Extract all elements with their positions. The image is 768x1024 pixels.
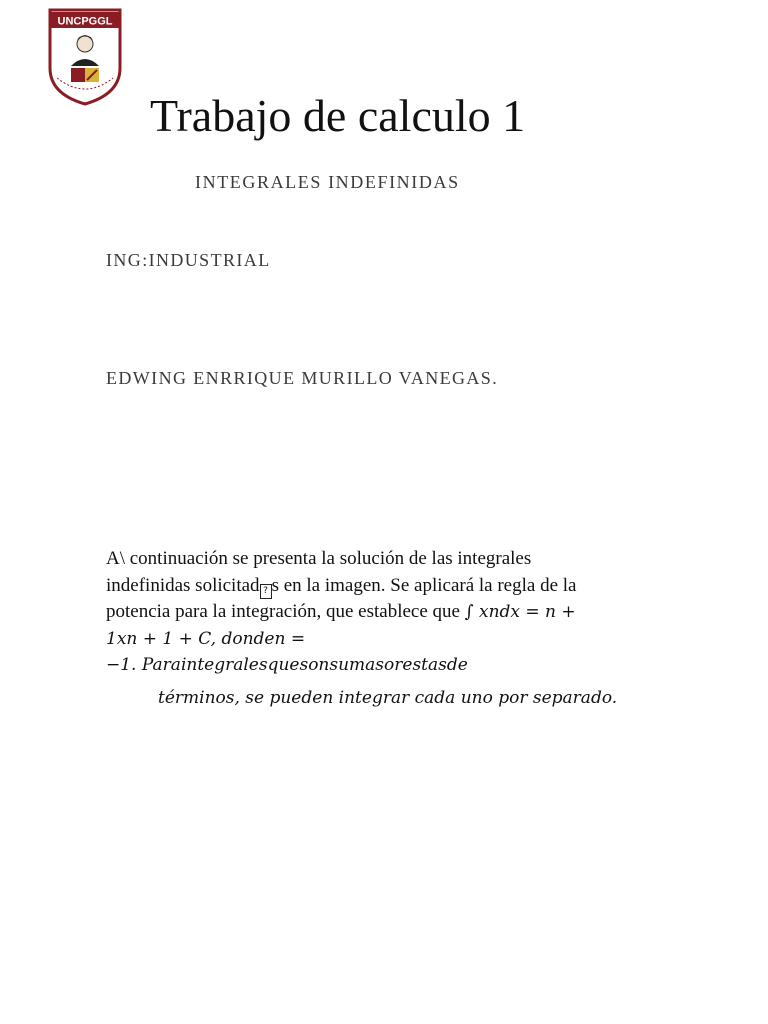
missing-glyph-icon: ? xyxy=(260,584,272,599)
paragraph-line-5: −1. Paraintegralesquesonsumasorestasde xyxy=(106,655,468,675)
paragraph-line-1: A\ continuación se presenta la solución de las integrales xyxy=(106,548,532,569)
author-name: EDWING ENRRIQUE MURILLO VANEGAS. xyxy=(106,368,499,388)
intro-paragraph xyxy=(106,546,626,679)
university-logo xyxy=(47,8,123,106)
paragraph-line-3-text: potencia para la integración, que establece que xyxy=(106,601,465,622)
paragraph-line-3 xyxy=(106,599,626,626)
power-rule-formula: ∫ xndx = n + xyxy=(464,602,576,622)
paragraph-line-2-end: s en la imagen. Se aplicará la regla de la xyxy=(271,574,577,596)
paragraph-line-6: términos, se pueden integrar cada uno por separado. xyxy=(158,688,618,708)
document-subtitle: INTEGRALES INDEFINIDAS xyxy=(195,172,460,192)
career-label: ING:INDUSTRIAL xyxy=(106,250,271,270)
document-title: Trabajo de calculo 1 xyxy=(150,90,526,141)
paragraph-line-2 xyxy=(106,573,626,600)
logo-text: UNCPGGL xyxy=(57,15,113,28)
paragraph-line-2-start: indefinidas solicitad xyxy=(106,574,260,596)
paragraph-line-4: 1xn + 1 + C, donden = xyxy=(106,628,306,649)
